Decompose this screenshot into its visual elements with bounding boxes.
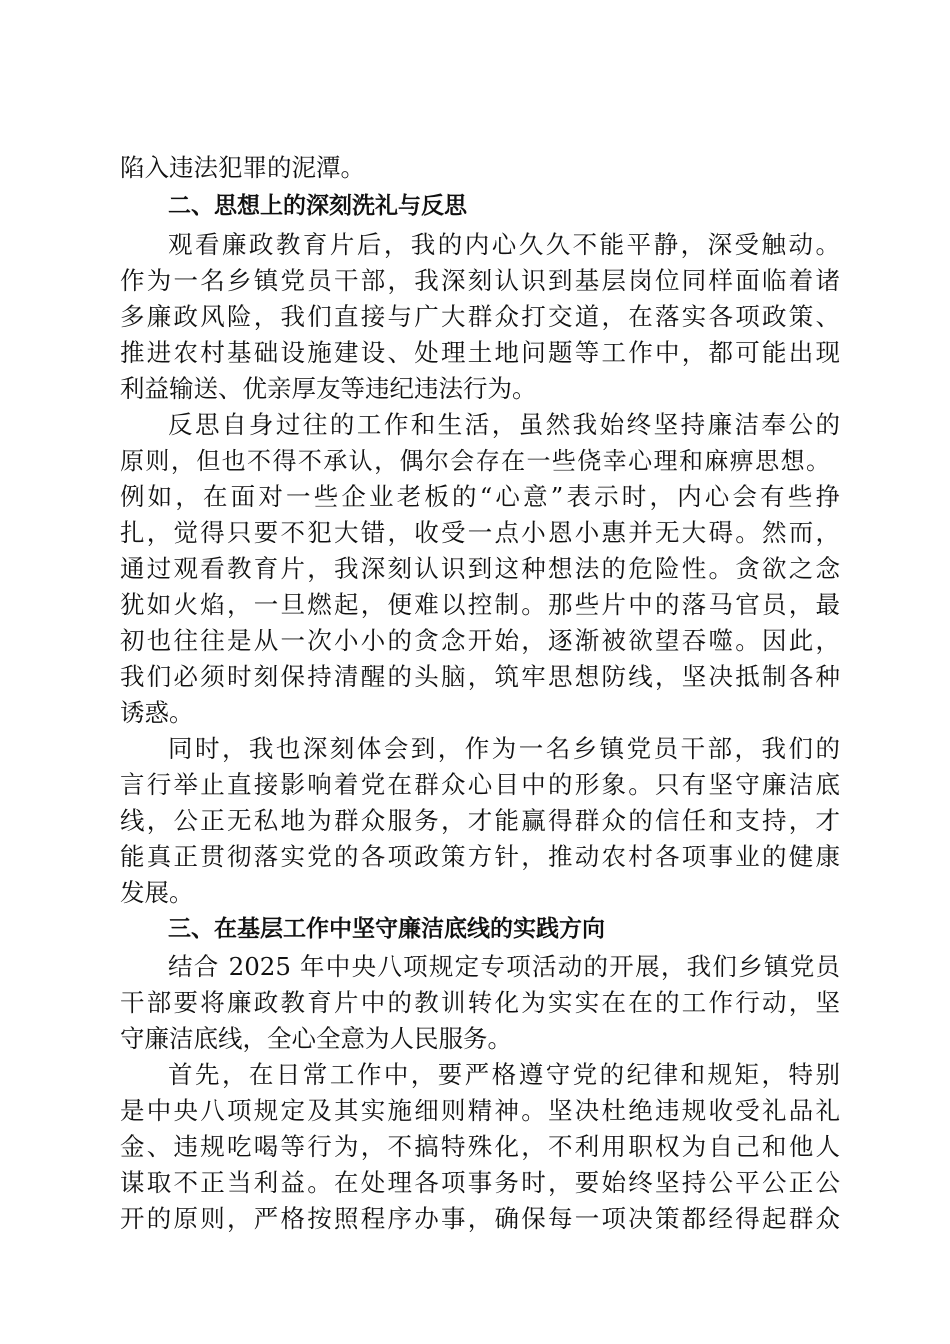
text-line: 推进农村基础设施建设、处理土地问题等工作中，都可能出现 [120, 338, 840, 367]
text-line: 诱惑。 [120, 698, 194, 727]
text-line: 扎，觉得只要不犯大错，收受一点小恩小惠并无大碍。然而， [120, 518, 840, 547]
text-line: 多廉政风险，我们直接与广大群众打交道，在落实各项政策、 [120, 302, 840, 331]
text-line: 犹如火焰，一旦燃起，便难以控制。那些片中的落马官员，最 [120, 590, 840, 619]
text-line: 我们必须时刻保持清醒的头脑，筑牢思想防线，坚决抵制各种 [120, 662, 840, 691]
text-line: 观看廉政教育片后，我的内心久久不能平静，深受触动。 [168, 230, 840, 259]
text-line: 结合 2025 年中央八项规定专项活动的开展，我们乡镇党员 [168, 952, 840, 981]
text-line: 线，公正无私地为群众服务，才能赢得群众的信任和支持，才 [120, 806, 840, 835]
text-line: 反思自身过往的工作和生活，虽然我始终坚持廉洁奉公的 [168, 410, 840, 439]
text-line: 是中央八项规定及其实施细则精神。坚决杜绝违规收受礼品礼 [120, 1096, 840, 1125]
text-line: 守廉洁底线，全心全意为人民服务。 [120, 1024, 512, 1053]
text-line: 发展。 [120, 878, 194, 907]
section-heading-3: 三、在基层工作中坚守廉洁底线的实践方向 [168, 916, 605, 942]
text-line: 同时，我也深刻体会到，作为一名乡镇党员干部，我们的 [168, 734, 840, 763]
text-line: 利益输送、优亲厚友等违纪违法行为。 [120, 374, 537, 403]
text-line: 原则，但也不得不承认，偶尔会存在一些侥幸心理和麻痹思想。 [120, 447, 830, 475]
text-line: 言行举止直接影响着党在群众心目中的形象。只有坚守廉洁底 [120, 770, 840, 799]
text-line: 金、违规吃喝等行为，不搞特殊化，不利用职权为自己和他人 [120, 1132, 840, 1161]
text-line: 干部要将廉政教育片中的教训转化为实实在在的工作行动，坚 [120, 988, 840, 1017]
text-line: 开的原则，严格按照程序办事，确保每一项决策都经得起群众 [120, 1204, 840, 1233]
text-line: 初也往往是从一次小小的贪念开始，逐渐被欲望吞噬。因此， [120, 626, 840, 655]
text-line: 作为一名乡镇党员干部，我深刻认识到基层岗位同样面临着诸 [120, 266, 840, 295]
text-line: 谋取不正当利益。在处理各项事务时，要始终坚持公平公正公 [120, 1168, 840, 1197]
text-line: 能真正贯彻落实党的各项政策方针，推动农村各项事业的健康 [120, 842, 840, 871]
text-line: 例如，在面对一些企业老板的“心意”表示时，内心会有些挣 [120, 482, 840, 511]
text-line: 首先，在日常工作中，要严格遵守党的纪律和规矩，特别 [168, 1060, 840, 1089]
text-line: 通过观看教育片，我深刻认识到这种想法的危险性。贪欲之念 [120, 554, 840, 583]
text-line: 陷入违法犯罪的泥潭。 [120, 153, 365, 182]
section-heading-2: 二、思想上的深刻洗礼与反思 [168, 193, 467, 219]
